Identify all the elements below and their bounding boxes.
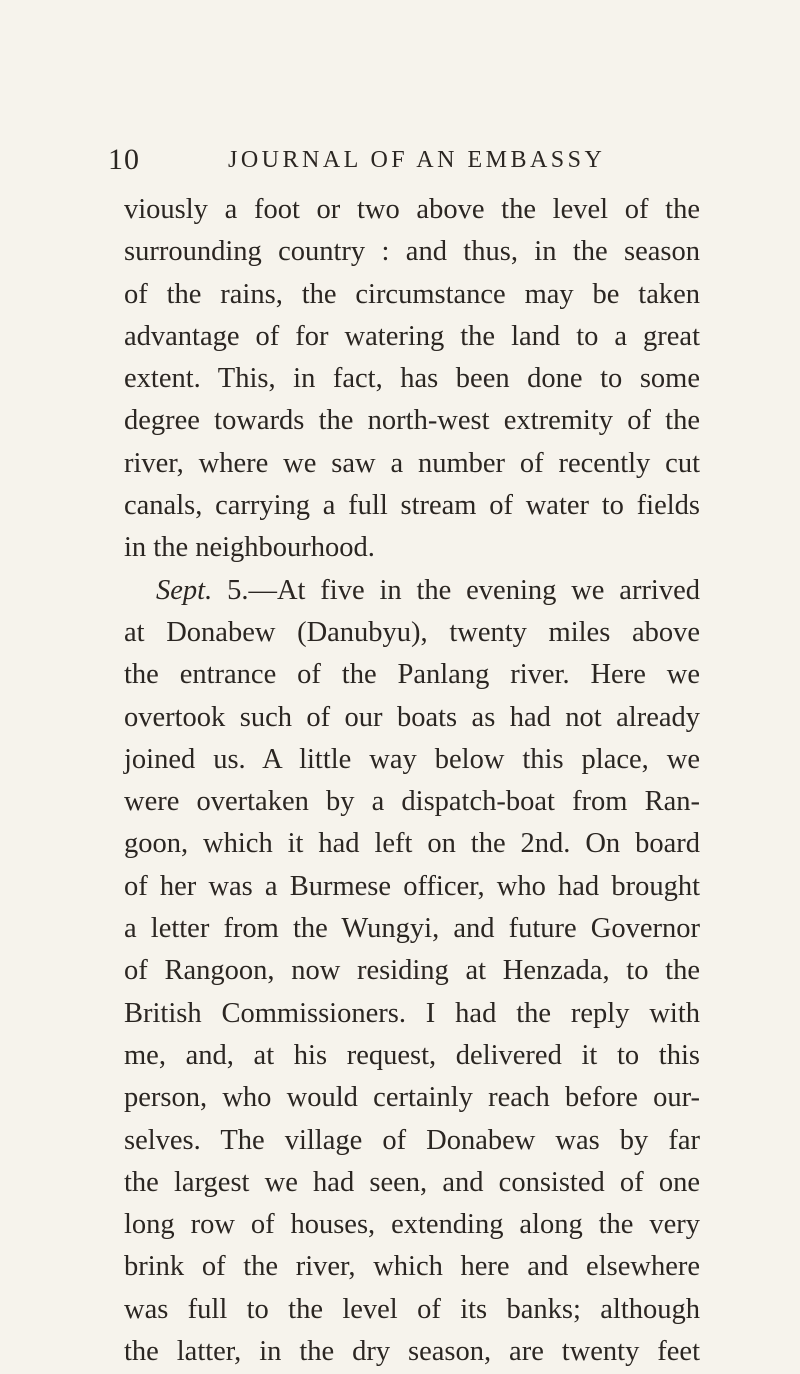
- sept-label: Sept.: [156, 574, 213, 606]
- text-line: canals, carrying a full stream of water to fields: [124, 490, 700, 522]
- text-line: joined us. A little way below this place, we: [124, 743, 700, 775]
- text-line: was full to the level of its banks; although: [124, 1293, 700, 1325]
- text-line-rest: 5.—At five in the evening we arrived: [227, 574, 700, 606]
- text-line: in the neighbourhood.: [124, 532, 375, 564]
- text-line: the entrance of the Panlang river. Here we: [124, 659, 700, 691]
- text-line: person, who would certainly reach before our-: [124, 1082, 700, 1114]
- body-text: [124, 189, 700, 1373]
- text-line: a letter from the Wungyi, and future Governor: [124, 913, 700, 945]
- text-line: the latter, in the dry season, are twenty feet: [124, 1336, 700, 1368]
- text-line: of her was a Burmese officer, who had brought: [124, 870, 700, 902]
- text-line: me, and, at his request, delivered it to this: [124, 1039, 700, 1071]
- paragraph-start-line: [124, 570, 700, 612]
- text-line: the largest we had seen, and consisted of one: [124, 1166, 700, 1198]
- text-line: goon, which it had left on the 2nd. On board: [124, 828, 700, 860]
- text-line: brink of the river, which here and elsewhere: [124, 1251, 700, 1283]
- text-line: at Donabew (Danubyu), twenty miles above: [124, 616, 700, 648]
- text-line: river, where we saw a number of recently cut: [124, 447, 700, 479]
- text-line: viously a foot or two above the level of the: [124, 194, 700, 225]
- text-line: surrounding country : and thus, in the season: [124, 236, 700, 268]
- text-line: of the rains, the circumstance may be taken: [124, 278, 700, 310]
- text-line: degree towards the north-west extremity of the: [124, 405, 700, 437]
- page-number: 10: [108, 143, 140, 176]
- page-header: [108, 143, 700, 183]
- text-line: extent. This, in fact, has been done to some: [124, 363, 700, 395]
- text-line: long row of houses, extending along the very: [124, 1209, 700, 1241]
- text-line: advantage of for watering the land to a great: [124, 320, 700, 352]
- text-line: British Commissioners. I had the reply with: [124, 997, 700, 1029]
- running-head: JOURNAL OF AN EMBASSY: [228, 147, 606, 173]
- text-line: were overtaken by a dispatch-boat from Ran-: [124, 786, 700, 818]
- text-line: overtook such of our boats as had not already: [124, 701, 700, 733]
- text-line: selves. The village of Donabew was by far: [124, 1124, 700, 1156]
- text-line: of Rangoon, now residing at Henzada, to the: [124, 955, 700, 987]
